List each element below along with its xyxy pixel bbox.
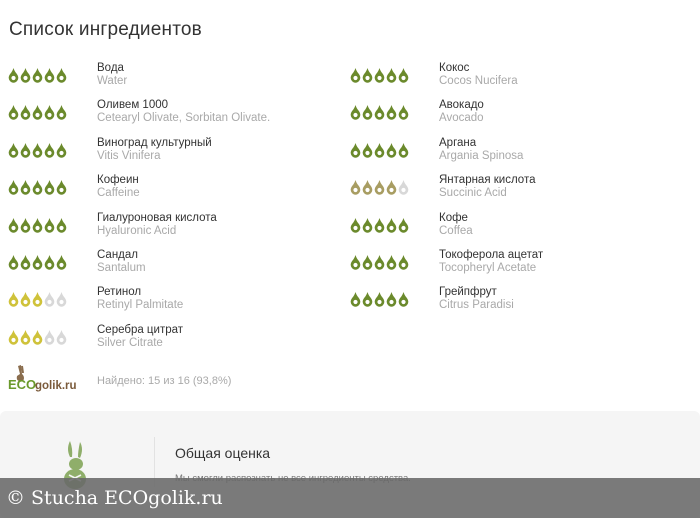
rating-drop-filled-icon [44, 104, 55, 120]
rating-drop-filled-icon [32, 67, 43, 83]
rating-drop-empty-icon [44, 291, 55, 307]
rating-drop-filled-icon [398, 67, 409, 83]
rating-drop-filled-icon [56, 179, 67, 195]
ingredient-latin-name: Cetearyl Olivate, Sorbitan Olivate. [97, 112, 271, 125]
rating-drop-filled-icon [362, 291, 373, 307]
rating-drop-filled-icon [398, 104, 409, 120]
watermark-text: © Stucha ECOgolik.ru [6, 487, 223, 509]
rating-drop-filled-icon [362, 142, 373, 158]
ingredient-text [97, 286, 183, 312]
ingredient-row[interactable] [350, 249, 690, 286]
rating-drop-filled-icon [374, 254, 385, 270]
rating-drop-empty-icon [56, 291, 67, 307]
ingredient-latin-name: Santalum [97, 261, 146, 274]
ingredients-column-right [350, 62, 690, 324]
ingredient-text [97, 99, 270, 125]
ingredient-name[interactable]: Кофе [439, 211, 468, 224]
rating-drop-filled-icon [386, 254, 397, 270]
ingredient-text [439, 212, 473, 238]
rating-drop-filled-icon [350, 67, 361, 83]
ingredient-name[interactable]: Сандал [97, 248, 138, 261]
rating-drop-filled-icon [386, 142, 397, 158]
rating-drop-filled-icon [20, 329, 31, 345]
rating-drop-filled-icon [8, 104, 19, 120]
ingredient-latin-name: Cocos Nucifera [439, 75, 518, 87]
rating-drop-filled-icon [386, 104, 397, 120]
ingredient-name[interactable]: Авокадо [439, 99, 484, 112]
rating-drop-filled-icon [350, 104, 361, 120]
ingredient-rating [8, 179, 67, 195]
rating-drop-filled-icon [32, 179, 43, 195]
rating-drop-filled-icon [350, 254, 361, 270]
rating-drop-filled-icon [386, 67, 397, 83]
ingredient-latin-name: Retinyl Palmitate [97, 299, 184, 312]
ingredient-row[interactable] [8, 286, 348, 323]
ingredient-row[interactable] [350, 286, 690, 323]
rating-drop-filled-icon [8, 67, 19, 83]
rating-drop-filled-icon [374, 104, 385, 120]
rating-drop-filled-icon [32, 104, 43, 120]
ingredient-rating [8, 67, 67, 83]
ingredient-text [439, 249, 543, 275]
rating-drop-filled-icon [386, 217, 397, 233]
rating-drop-filled-icon [374, 217, 385, 233]
ingredient-text [439, 286, 514, 312]
rating-drop-filled-icon [32, 329, 43, 345]
ingredient-latin-name: Succinic Acid [439, 187, 507, 200]
rating-drop-filled-icon [20, 254, 31, 270]
ingredient-text [439, 62, 518, 88]
ingredient-text [439, 99, 484, 125]
rating-drop-filled-icon [20, 104, 31, 120]
rating-drop-empty-icon [44, 329, 55, 345]
ingredient-name[interactable]: Ретинол [97, 286, 142, 299]
ingredient-row[interactable] [8, 212, 348, 249]
ingredient-latin-name: Caffeine [97, 187, 140, 200]
ingredient-name[interactable]: Оливем 1000 [97, 99, 169, 112]
ingredient-row[interactable] [350, 137, 690, 174]
rating-drop-filled-icon [362, 104, 373, 120]
ingredient-rating [350, 179, 409, 195]
rating-drop-filled-icon [398, 291, 409, 307]
ingredient-row[interactable] [8, 324, 348, 361]
rating-drop-filled-icon [44, 67, 55, 83]
rating-drop-filled-icon [398, 142, 409, 158]
ingredients-column-left [8, 62, 348, 361]
rating-drop-filled-icon [362, 67, 373, 83]
logo-eco-text: ECO [8, 377, 37, 392]
rating-drop-filled-icon [350, 142, 361, 158]
ingredient-rating [8, 329, 67, 345]
ingredient-name[interactable]: Янтарная кислота [439, 174, 536, 187]
ingredient-name[interactable]: Гиалуроновая кислота [97, 211, 217, 224]
rating-drop-filled-icon [8, 329, 19, 345]
ingredient-rating [350, 142, 409, 158]
rating-drop-empty-icon [56, 329, 67, 345]
ingredient-name[interactable]: Токоферола ацетат [439, 248, 544, 261]
ingredient-rating [350, 254, 409, 270]
ecogolik-logo[interactable] [8, 362, 88, 392]
rating-drop-filled-icon [20, 217, 31, 233]
rating-drop-filled-icon [20, 142, 31, 158]
ingredient-name[interactable]: Аргана [439, 136, 477, 149]
rating-drop-filled-icon [386, 291, 397, 307]
rating-drop-filled-icon [44, 254, 55, 270]
rating-drop-filled-icon [350, 291, 361, 307]
ingredient-latin-name: Coffea [439, 224, 473, 237]
rating-drop-filled-icon [374, 142, 385, 158]
rating-drop-filled-icon [20, 179, 31, 195]
found-count-text: Найдено: 15 из 16 (93,8%) [97, 375, 232, 387]
ingredient-name[interactable]: Грейпфрут [439, 286, 497, 299]
ingredient-rating [8, 217, 67, 233]
rating-drop-filled-icon [8, 291, 19, 307]
rating-drop-filled-icon [32, 142, 43, 158]
rating-drop-filled-icon [374, 67, 385, 83]
rating-drop-filled-icon [56, 217, 67, 233]
ingredient-text [97, 137, 212, 163]
rating-drop-empty-icon [398, 179, 409, 195]
rating-drop-filled-icon [56, 142, 67, 158]
ingredient-rating [350, 291, 409, 307]
ingredient-name[interactable]: Серебра цитрат [97, 323, 184, 336]
ingredient-rating [8, 142, 67, 158]
logo-golik-text: golik.ru [35, 380, 77, 392]
ingredient-text [97, 62, 127, 88]
ingredient-latin-name: Vitis Vinifera [97, 149, 161, 162]
rating-drop-filled-icon [350, 179, 361, 195]
rating-drop-filled-icon [398, 217, 409, 233]
ingredient-latin-name: Water [97, 75, 128, 87]
ingredient-text [97, 212, 217, 238]
rating-drop-filled-icon [362, 217, 373, 233]
rating-drop-filled-icon [20, 291, 31, 307]
ingredient-text [439, 174, 535, 200]
ingredient-latin-name: Tocopheryl Acetate [439, 261, 537, 274]
rating-drop-filled-icon [56, 67, 67, 83]
ingredient-text [439, 137, 523, 163]
ingredient-text [97, 174, 140, 200]
rating-drop-filled-icon [20, 67, 31, 83]
ingredient-row[interactable] [8, 174, 348, 211]
rating-drop-filled-icon [44, 217, 55, 233]
ingredient-row[interactable] [8, 249, 348, 286]
ingredient-row[interactable] [8, 99, 348, 136]
ingredient-rating [8, 254, 67, 270]
rating-drop-filled-icon [8, 179, 19, 195]
rating-drop-filled-icon [350, 217, 361, 233]
page-title: Список ингредиентов [9, 19, 202, 40]
rating-drop-filled-icon [386, 179, 397, 195]
ingredient-rating [350, 67, 409, 83]
ingredient-row[interactable] [350, 99, 690, 136]
ingredient-rating [8, 291, 67, 307]
ingredient-text [97, 249, 146, 275]
ingredient-rating [8, 104, 67, 120]
ingredient-row[interactable] [8, 137, 348, 174]
ingredient-row[interactable] [350, 212, 690, 249]
rating-drop-filled-icon [398, 254, 409, 270]
rating-drop-filled-icon [44, 142, 55, 158]
rating-drop-filled-icon [8, 217, 19, 233]
rating-drop-filled-icon [8, 254, 19, 270]
ingredient-row[interactable] [350, 62, 690, 99]
ingredient-text [97, 324, 183, 350]
ingredient-latin-name: Hyaluronic Acid [97, 224, 177, 237]
rating-drop-filled-icon [44, 179, 55, 195]
ingredient-rating [350, 217, 409, 233]
rating-drop-filled-icon [32, 291, 43, 307]
ingredient-rating [350, 104, 409, 120]
ingredient-latin-name: Silver Citrate [97, 336, 163, 349]
rating-drop-filled-icon [8, 142, 19, 158]
rating-drop-filled-icon [32, 217, 43, 233]
rating-drop-filled-icon [362, 254, 373, 270]
ingredient-name[interactable]: Виноград культурный [97, 136, 212, 149]
ingredient-row[interactable] [350, 174, 690, 211]
ingredient-row[interactable] [8, 62, 348, 99]
ingredient-name[interactable]: Кофеин [97, 174, 139, 187]
ingredient-name[interactable]: Вода [97, 62, 124, 74]
ingredient-latin-name: Argania Spinosa [439, 149, 524, 162]
rating-drop-filled-icon [56, 104, 67, 120]
rating-drop-filled-icon [374, 179, 385, 195]
rating-drop-filled-icon [374, 291, 385, 307]
rating-drop-filled-icon [56, 254, 67, 270]
ingredient-name[interactable]: Кокос [439, 62, 470, 74]
rating-drop-filled-icon [32, 254, 43, 270]
watermark-bar [0, 478, 700, 518]
ingredient-latin-name: Citrus Paradisi [439, 299, 514, 312]
rating-drop-filled-icon [362, 179, 373, 195]
ingredient-latin-name: Avocado [439, 112, 484, 125]
summary-title: Общая оценка [175, 445, 271, 461]
